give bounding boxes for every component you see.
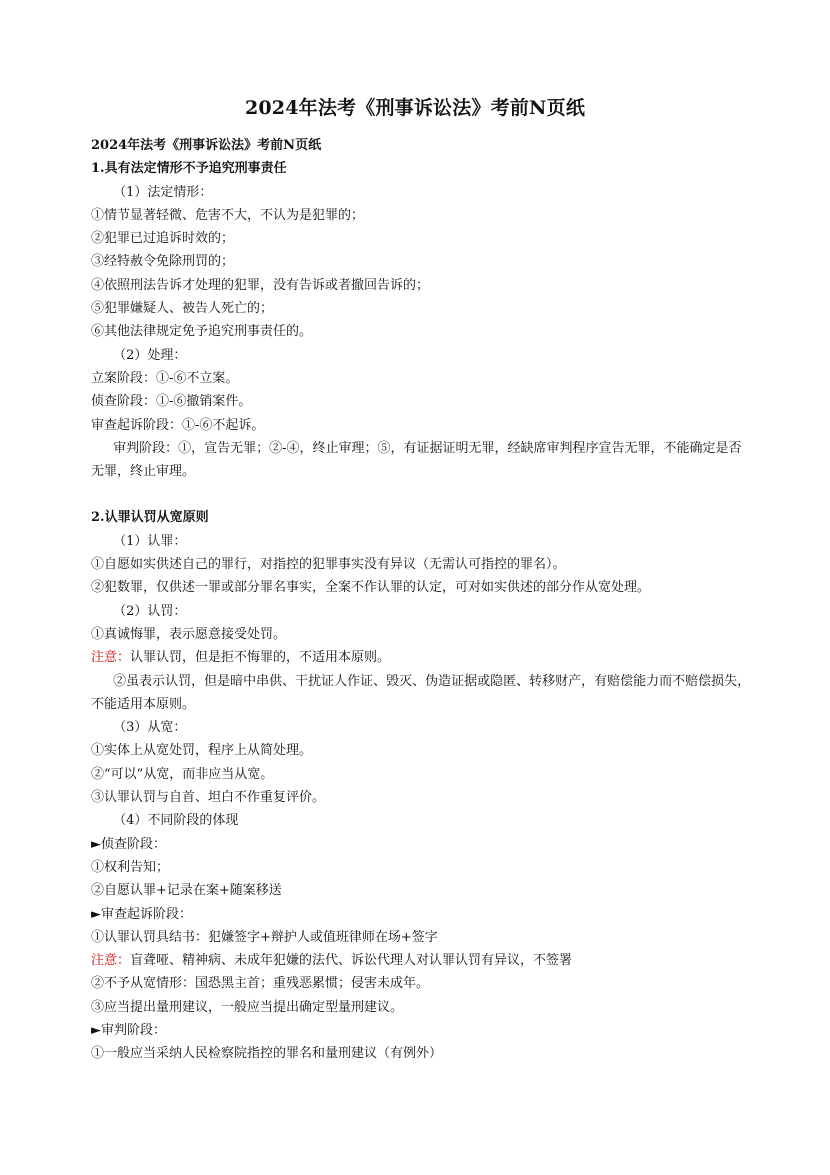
document-body [91,134,751,1066]
section-2-sub-1: （1）认罪： [113,533,187,549]
list-item: ①一般应当采纳人民检察院指控的罪名和量刑建议（有例外） [91,1046,443,1062]
stage-label-trial: ►审判阶段： [91,1022,166,1038]
list-item: ②不予从宽情形：国恐黑主首；重残恶累惯；侵害未成年。 [91,976,430,992]
section-2-sub-2: （2）认罚： [113,603,187,619]
section-2-sub-3: （3）从宽： [113,720,187,736]
stage-label-investigation: ►侦查阶段： [91,836,166,852]
list-item: ③认罪认罚与自首、坦白不作重复评价。 [91,790,326,806]
list-item: ①情节显著轻微、危害不大，不认为是犯罪的； [91,207,365,223]
list-item: ③应当提出量刑建议，一般应当提出确定型量刑建议。 [91,999,404,1015]
section-1-heading: 1.具有法定情形不予追究刑事责任 [91,161,287,177]
list-item: ①真诚悔罪，表示愿意接受处罚。 [91,626,287,642]
list-item: ②自愿认罪+记录在案+随案移送 [91,883,282,899]
list-item: ②“可以”从宽，而非应当从宽。 [91,766,274,782]
trial-stage-paragraph: 审判阶段：①，宣告无罪；②-④，终止审理；⑤，有证据证明无罪，经缺席审判程序宣告无罪，不能确定是否无罪，终止审理。 [91,440,742,480]
stage-label-prosecution: ►审查起诉阶段： [91,906,192,922]
note-line [91,646,751,669]
section-1-sub-1: （1）法定情形： [113,184,213,200]
note-text: 盲聋哑、精神病、未成年犯嫌的法代、诉讼代理人对认罪认罚有异议，不签署 [130,953,573,969]
stage-item: 侦查阶段：①-⑥撤销案件。 [91,394,252,410]
list-item: ①权利告知； [91,859,170,875]
stage-item: 审查起诉阶段：①-⑥不起诉。 [91,417,265,433]
page-title: 2024年法考《刑事诉讼法》考前N页纸 [244,97,586,119]
list-item: ③经特赦令免除刑罚的； [91,254,235,270]
note-label: 注意： [91,953,131,969]
list-item: ⑥其他法律规定免予追究刑事责任的。 [91,324,313,340]
section-spacer [91,483,751,506]
note-line [91,949,751,972]
list-item: ④依照刑法告诉才处理的犯罪，没有告诉或者撤回告诉的； [91,277,430,293]
list-item: ②犯数罪，仅供述一罪或部分罪名事实，全案不作认罪的认定，可对如实供述的部分作从宽处理。 [91,580,651,596]
document-subtitle: 2024年法考《刑事诉讼法》考前N页纸 [91,138,322,153]
section-2-heading: 2.认罪认罚从宽原则 [91,510,209,526]
list-item: ①实体上从宽处罚，程序上从简处理。 [91,743,313,759]
list-item: ⑤犯罪嫌疑人、被告人死亡的； [91,301,274,317]
list-item: ②犯罪已过追诉时效的； [91,231,235,247]
stage-item: 立案阶段：①-⑥不立案。 [91,370,239,386]
section-2-sub-4: （4）不同阶段的体现 [113,813,239,829]
list-item: ①自愿如实供述自己的罪行，对指控的犯罪事实没有异议（无需认可指控的罪名）。 [91,557,566,573]
list-item: ②虽表示认罚，但是暗中串供、干扰证人作证、毁灭、伪造证据或隐匿、转移财产，有赔偿能力而不赔偿损失，不能适用本原则。 [91,673,751,712]
list-item: ①认罪认罚具结书：犯嫌签字+辩护人或值班律师在场+签字 [91,929,438,945]
section-1-sub-2: （2）处理： [113,347,187,363]
note-text: 认罪认罚，但是拒不悔罪的，不适用本原则。 [130,650,391,666]
note-label: 注意： [91,650,131,666]
